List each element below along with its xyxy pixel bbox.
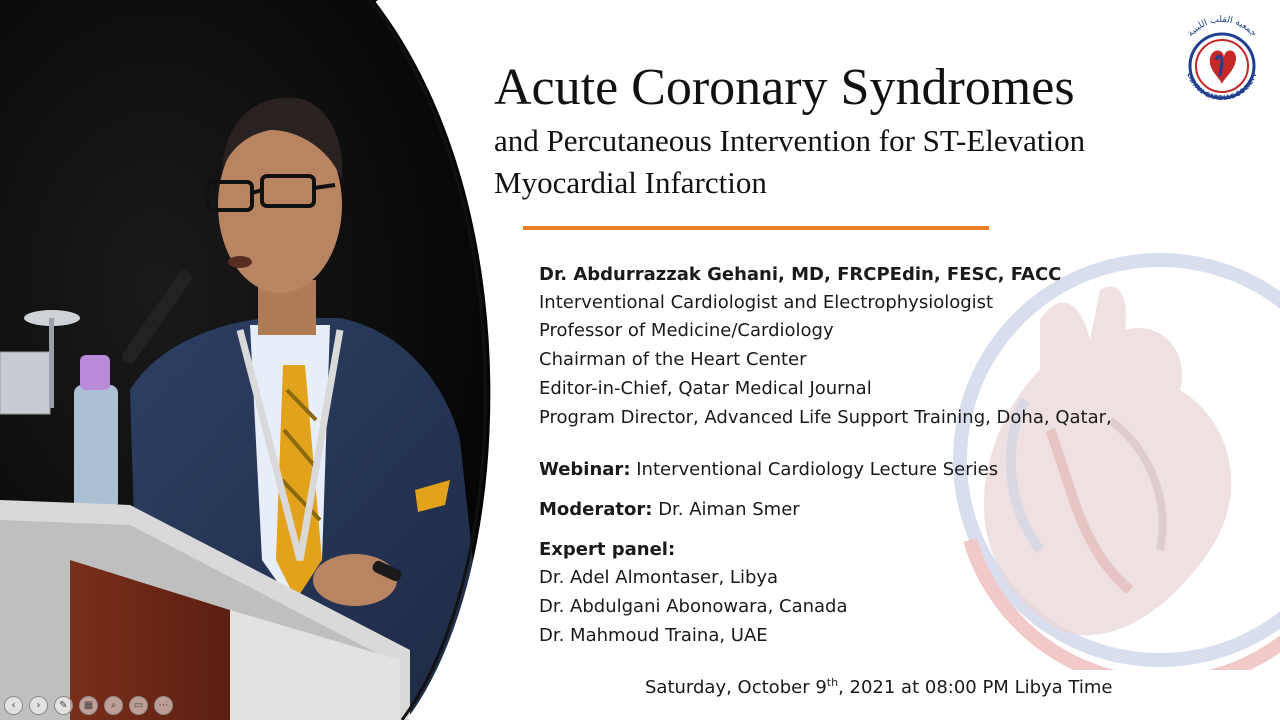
prev-icon[interactable]: ‹ <box>4 696 23 715</box>
slide-subtitle: and Percutaneous Intervention for ST-Elevation Myocardial Infarction <box>494 123 1086 200</box>
pen-icon[interactable]: ✎ <box>54 696 73 715</box>
zoom-icon[interactable]: ⌕ <box>104 696 123 715</box>
event-date-prefix: Saturday, October 9 <box>645 677 827 698</box>
event-date-ordinal: th <box>826 676 839 689</box>
webinar-value: Interventional Cardiology Lecture Series <box>636 459 999 480</box>
slide-title: Acute Coronary Syndromes <box>494 59 1075 116</box>
logo-text: LIBYAN CARDIAC SOCIETY <box>1185 71 1259 103</box>
presenter-toolbar <box>4 696 173 715</box>
moderator-line <box>539 499 800 520</box>
accent-divider <box>523 226 989 230</box>
speaker-role: Interventional Cardiologist and Electrophysiologist <box>539 292 994 313</box>
moderator-label: Moderator: <box>539 499 653 520</box>
webinar-label: Webinar: <box>539 459 631 480</box>
libyan-cardiac-society-logo <box>1172 14 1272 114</box>
event-date-suffix: , 2021 at 08:00 PM Libya Time <box>838 677 1113 698</box>
expert-panel-label: Expert panel: <box>539 539 676 560</box>
webinar-line <box>539 459 998 480</box>
speaker-role: Editor-in-Chief, Qatar Medical Journal <box>539 378 872 399</box>
speaker-role: Chairman of the Heart Center <box>539 349 807 370</box>
speaker-role: Program Director, Advanced Life Support Training, Doha, Qatar, <box>539 407 1112 428</box>
moderator-value: Dr. Aiman Smer <box>658 499 800 520</box>
expert-panel-member: Dr. Mahmoud Traina, UAE <box>539 625 768 646</box>
screen-icon[interactable]: ▭ <box>129 696 148 715</box>
logo-arabic-text: جمعية القلب الليبية <box>1185 14 1259 39</box>
speaker-role: Professor of Medicine/Cardiology <box>539 320 834 341</box>
expert-panel-member: Dr. Abdulgani Abonowara, Canada <box>539 596 848 617</box>
speaker-photo <box>0 0 520 720</box>
expert-panel-member: Dr. Adel Almontaser, Libya <box>539 567 779 588</box>
grid-icon[interactable]: ▦ <box>79 696 98 715</box>
speaker-name: Dr. Abdurrazzak Gehani, MD, FRCPEdin, FESC, FACC <box>539 264 1062 285</box>
event-date <box>645 676 1112 698</box>
more-icon[interactable]: ⋯ <box>154 696 173 715</box>
next-icon[interactable]: › <box>29 696 48 715</box>
